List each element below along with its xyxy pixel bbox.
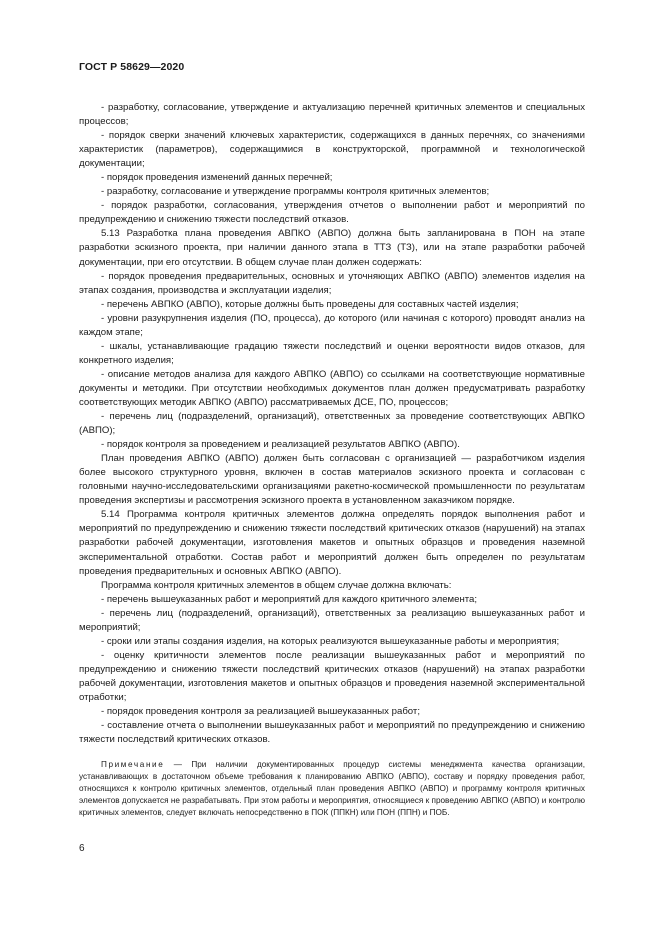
note-block <box>79 759 585 819</box>
paragraph: План проведения АВПКО (АВПО) должен быть согласован с организацией — разработчиком изделия более высокого структурного уровня, включен в состав материалов эскизного проекта и согласован с головными научно-исследовательскими организациями ракетно-космической промышленности по результатам проведения экспертизы и рассмотрения эскизного проекта в установленном заказчиком порядке. <box>79 453 585 507</box>
paragraph: - порядок контроля за проведением и реализацией результатов АВПКО (АВПО). <box>101 439 460 451</box>
paragraph: - шкалы, устанавливающие градацию тяжести последствий и оценки вероятности видов отказов, для конкретного изделия; <box>79 340 585 366</box>
paragraph: - перечень лиц (подразделений, организаций), ответственных за проведение соответствующих АВПКО (АВПО); <box>79 411 585 437</box>
paragraph: - разработку, согласование, утверждение и актуализацию перечней критичных элементов и специальных процессов; <box>79 102 585 128</box>
paragraph-section-5-14: 5.14 Программа контроля критичных элементов должна определять порядок выполнения работ и мероприятий по предупреждению и снижению тяжести последствий критических отказов (нарушений) на этапах разработки рабочей документации, изготовления макетов и опытных образцов и проведения наземной экспериментальной отработки. Состав работ и мероприятий должен быть определен по результатам проведения предварительных и основных АВПКО (АВПО). <box>79 509 585 577</box>
paragraph: - порядок проведения изменений данных перечней; <box>101 172 333 184</box>
paragraph: - уровни разукрупнения изделия (ПО, процесса), до которого (или начиная с которого) проводят анализ на каждом этапе; <box>79 312 585 338</box>
note-text: — При наличии документированных процедур системы менеджмента качества организации, устанавливающих в достаточном объеме требования к планированию АВПКО (АВПО), составу и порядку проведения работ, относящихся к контролю критичных элементов, отдельный план проведения АВПКО (АВПО) и программу контроля критичных элементов допускается не разрабатывать. При этом работы и мероприятия, относящиеся к проведению АВПКО (АВПО) и контролю критичных элементов, следует включать непосредственно в ПОК (ППКН) или ПОН (ППН) и ПОБ. <box>79 760 585 818</box>
paragraph: - перечень АВПКО (АВПО), которые должны быть проведены для составных частей изделия; <box>101 298 519 310</box>
paragraph: - порядок разработки, согласования, утверждения отчетов о выполнении работ и мероприятий по предупреждению и снижению тяжести последствий отказов. <box>79 200 585 226</box>
paragraph: - сроки или этапы создания изделия, на которых реализуются вышеуказанные работы и мероприятия; <box>101 635 560 647</box>
paragraph: - перечень вышеуказанных работ и мероприятий для каждого критичного элемента; <box>101 593 478 605</box>
paragraph: - порядок сверки значений ключевых характеристик, содержащихся в данных перечнях, со значениями характеристик (параметров), содержащимися в конструкторской, программной и технологической документации; <box>79 130 585 170</box>
paragraph-section-5-13: 5.13 Разработка плана проведения АВПКО (АВПО) должна быть запланирована в ПОН на этапе разработки эскизного проекта, при наличии данного этапа в ТТЗ (ТЗ), или на этапе разработки рабочей документации, при его отсутствии. В общем случае план должен содержать: <box>79 228 585 268</box>
paragraph: - разработку, согласование и утверждение программы контроля критичных элементов; <box>101 186 490 198</box>
paragraph: - оценку критичности элементов после реализации вышеуказанных работ и мероприятий по предупреждению и снижению тяжести последствий критических отказов (нарушений) на этапах разработки рабочей документации, изготовления макетов и опытных образцов и проведения наземной экспериментальной отработки; <box>79 649 585 703</box>
paragraph: - порядок проведения контроля за реализацией вышеуказанных работ; <box>101 706 420 718</box>
paragraph: - порядок проведения предварительных, основных и уточняющих АВПКО (АВПО) элементов изделия на этапах создания, производства и эксплуатации изделия; <box>79 270 585 296</box>
paragraph: Программа контроля критичных элементов в общем случае должна включать: <box>101 579 452 591</box>
note-paragraph <box>79 759 585 819</box>
note-label: Примечание <box>101 760 165 769</box>
paragraph: - составление отчета о выполнении вышеуказанных работ и мероприятий по предупреждению и снижению тяжести последствий критических отказов. <box>79 720 585 746</box>
page-number: 6 <box>79 843 85 854</box>
paragraph: - перечень лиц (подразделений, организаций), ответственных за реализацию вышеуказанных работ и мероприятий; <box>79 607 585 633</box>
document-body <box>79 101 585 747</box>
document-header: ГОСТ Р 58629—2020 <box>79 61 185 73</box>
paragraph: - описание методов анализа для каждого АВПКО (АВПО) со ссылками на соответствующие нормативные документы и методики. При отсутствии необходимых документов план должен предусматривать разработку соответствующих методик АВПКО (АВПО) рассматриваемых ДСЕ, ПО, процессов; <box>79 368 585 408</box>
